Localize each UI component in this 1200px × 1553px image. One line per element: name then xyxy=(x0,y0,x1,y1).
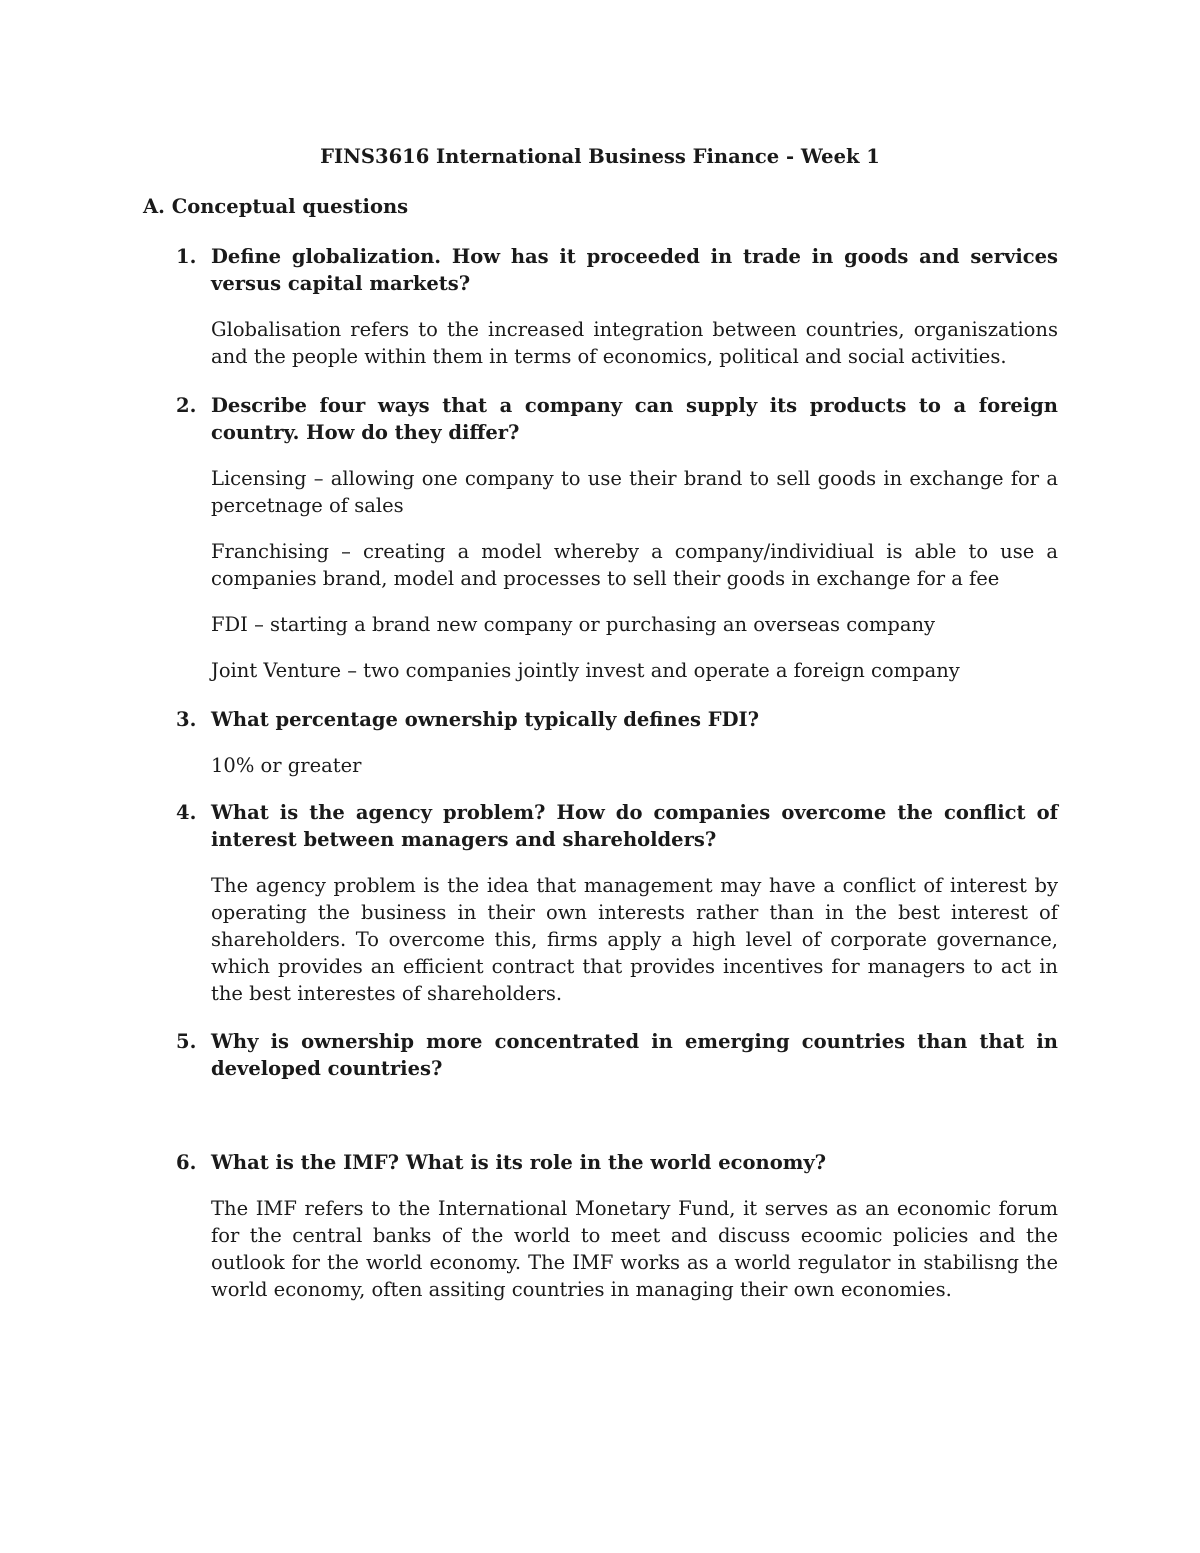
answer-text: Joint Venture – two companies jointly invest and operate a foreign company xyxy=(211,659,960,682)
question-block-4 xyxy=(143,799,1058,1007)
question-number: 1. xyxy=(176,245,197,268)
answer-text: 10% or greater xyxy=(211,754,362,777)
question-number: 5. xyxy=(176,1030,197,1053)
question-text: Why is ownership more concentrated in emerging countries than that in developed countries? xyxy=(211,1030,1058,1080)
question-text: What is the IMF? What is its role in the world economy? xyxy=(211,1151,827,1174)
question-2 xyxy=(143,392,1058,446)
question-block-2 xyxy=(143,392,1058,684)
question-number: 6. xyxy=(176,1151,197,1174)
question-1 xyxy=(143,243,1058,297)
answer-text: Globalisation refers to the increased integration between countries, organiszations and the people within them in terms of economics, political and social activities. xyxy=(211,318,1058,368)
answer-text: The agency problem is the idea that management may have a conflict of interest by operating the business in their own interests rather than in the best interest of shareholders. To overcome this, firms apply a high level of corporate governance, which provides an efficient contract that provides incentives for managers to act in the best interestes of shareholders. xyxy=(211,874,1058,1005)
question-number: 3. xyxy=(176,708,197,731)
question-block-5 xyxy=(143,1028,1058,1082)
answer-text: FDI – starting a brand new company or purchasing an overseas company xyxy=(211,613,936,636)
question-4 xyxy=(143,799,1058,853)
question-text: Define globalization. How has it proceeded in trade in goods and services versus capital markets? xyxy=(211,245,1058,295)
question-block-1 xyxy=(143,243,1058,370)
question-text: Describe four ways that a company can supply its products to a foreign country. How do they differ? xyxy=(211,394,1058,444)
answer-text: Franchising – creating a model whereby a company/individiual is able to use a companies brand, model and processes to sell their goods in exchange for a fee xyxy=(211,540,1058,590)
answer-text: Licensing – allowing one company to use their brand to sell goods in exchange for a percetnage of sales xyxy=(211,467,1058,517)
question-3 xyxy=(143,706,1058,733)
question-number: 4. xyxy=(176,801,197,824)
question-block-3 xyxy=(143,706,1058,779)
answer-text: The IMF refers to the International Monetary Fund, it serves as an economic forum for the central banks of the world to meet and discuss ecoomic policies and the outlook for the world economy. The IMF works as a world regulator in stabilisng the world economy, often assiting countries in managing their own economies. xyxy=(211,1197,1058,1301)
question-text: What percentage ownership typically defines FDI? xyxy=(211,708,760,731)
document-title: FINS3616 International Business Finance - Week 1 xyxy=(320,145,880,168)
question-text: What is the agency problem? How do companies overcome the conflict of interest between managers and shareholders? xyxy=(211,801,1058,851)
question-5 xyxy=(143,1028,1058,1082)
question-block-6 xyxy=(143,1149,1058,1303)
question-number: 2. xyxy=(176,394,197,417)
question-6 xyxy=(143,1149,1058,1176)
section-heading: A. Conceptual questions xyxy=(143,195,409,218)
